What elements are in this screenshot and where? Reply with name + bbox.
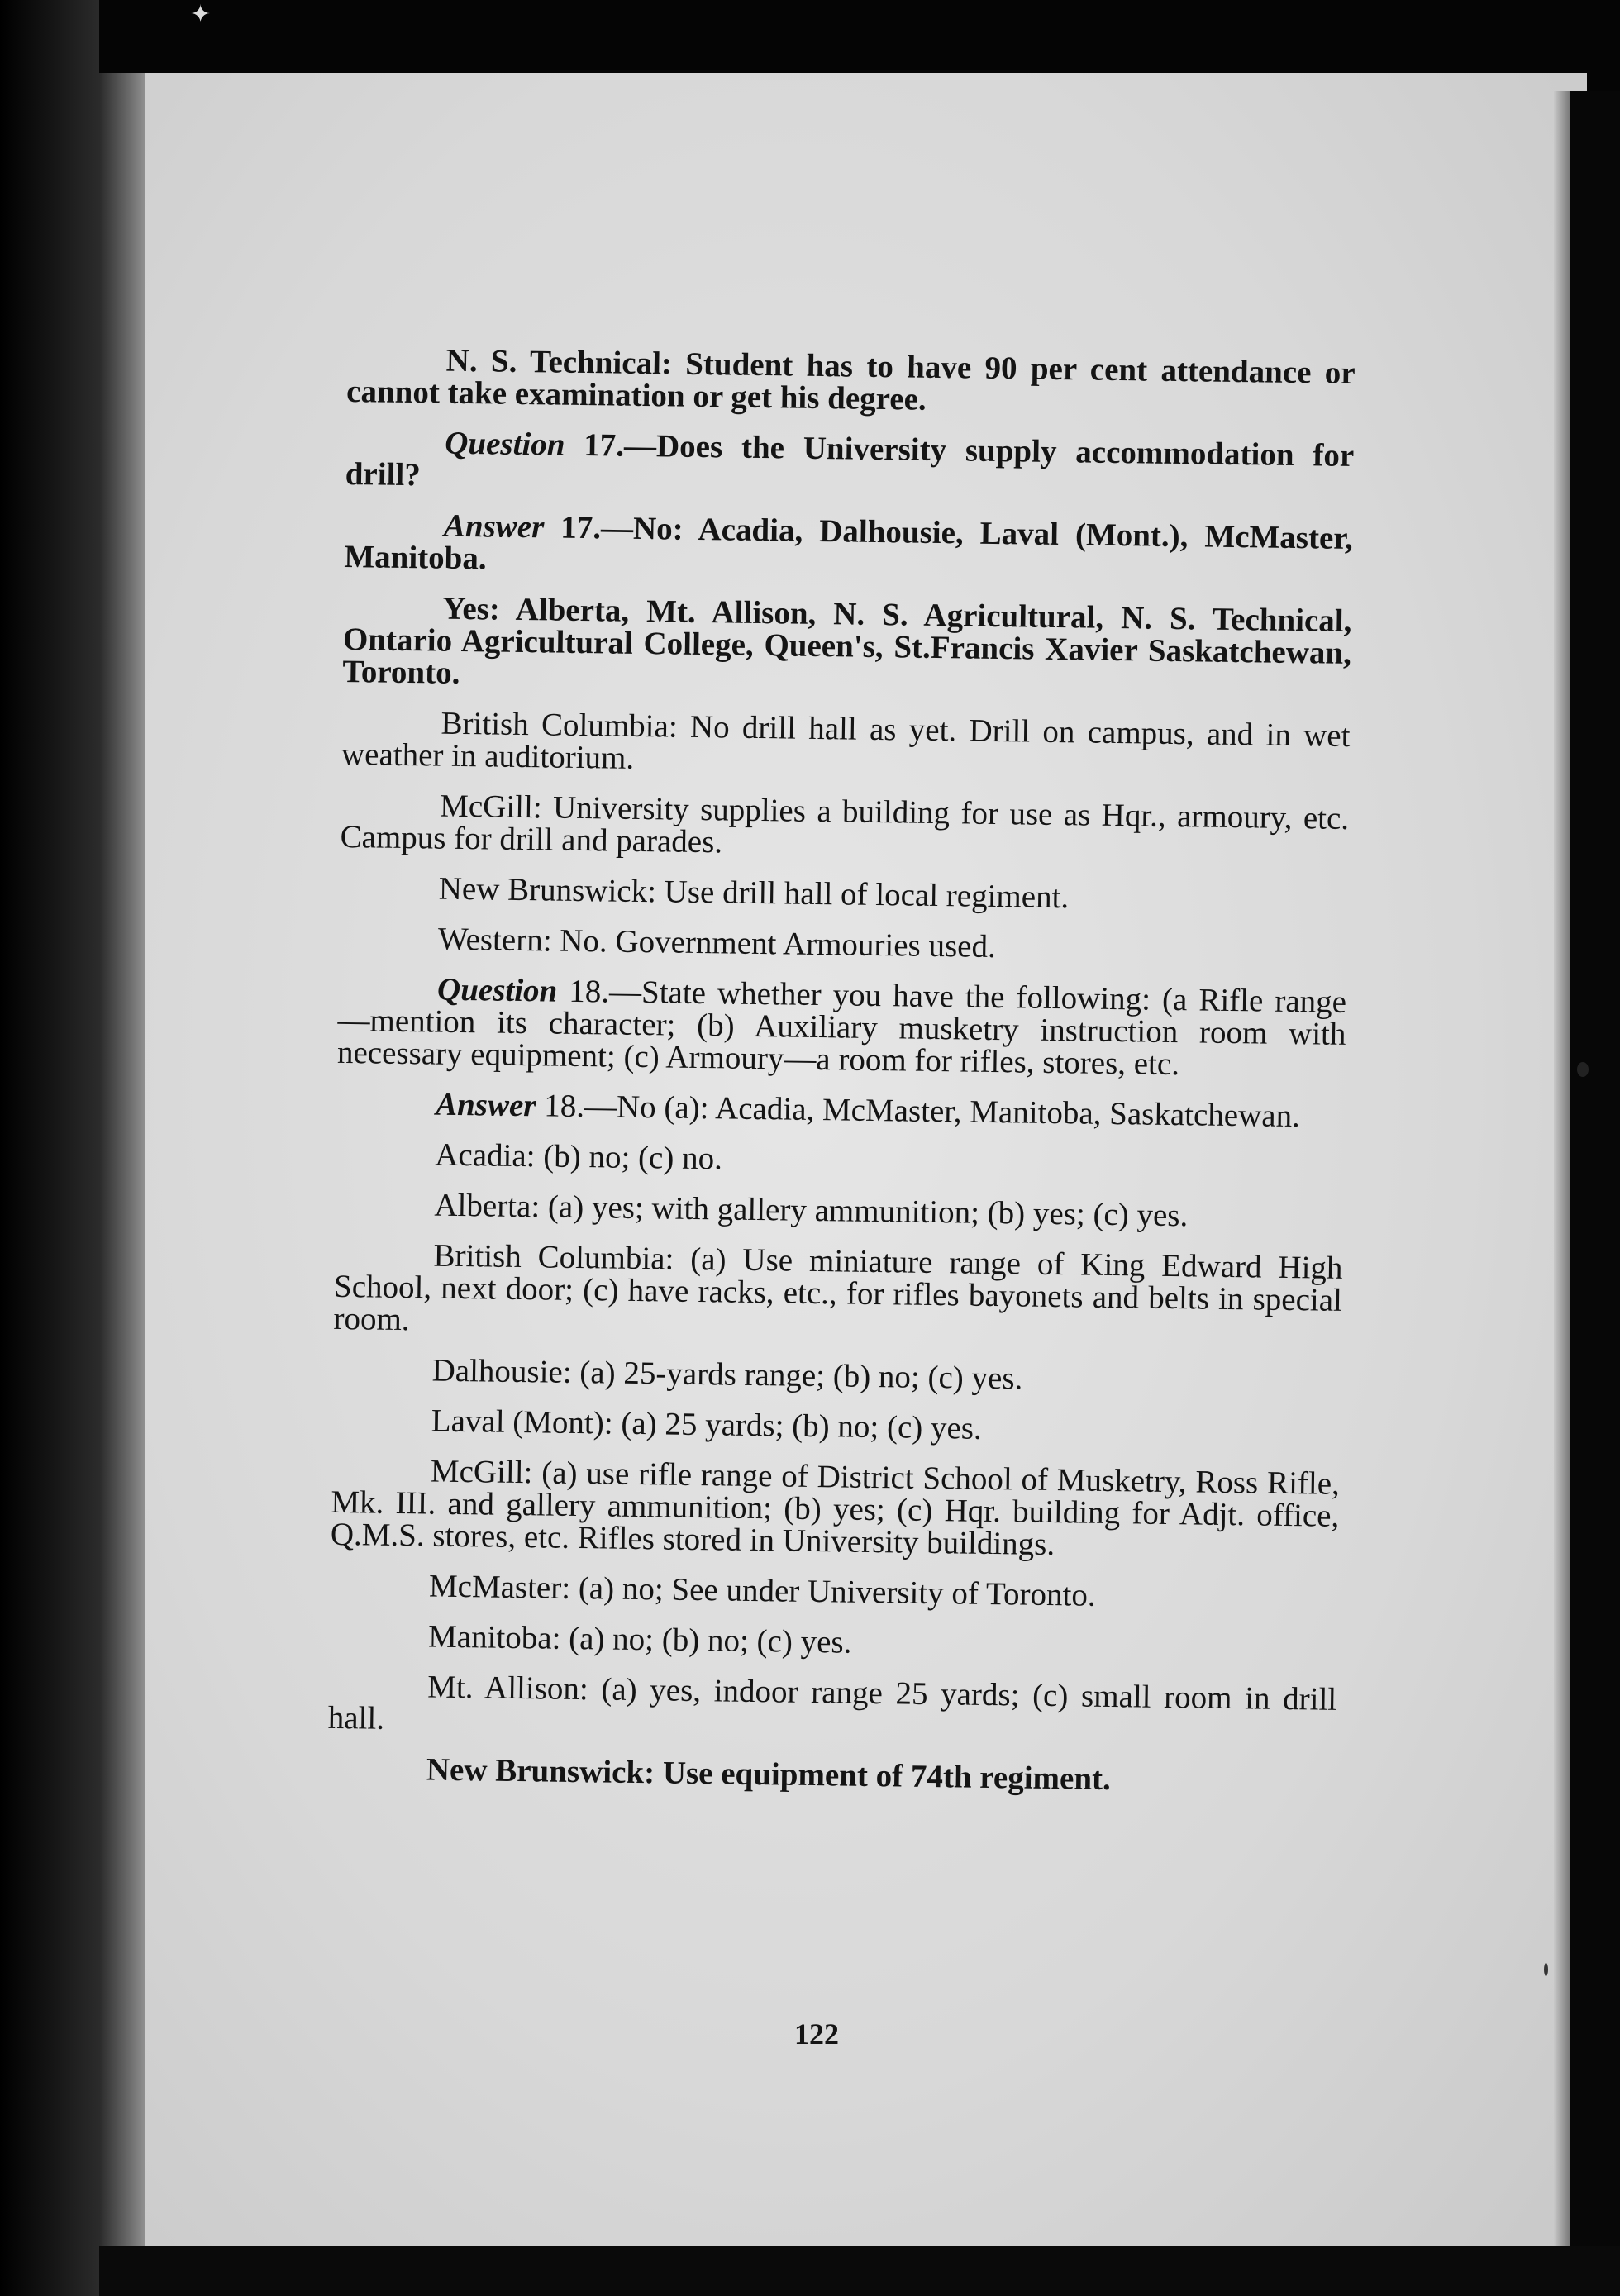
- film-border-right: [1570, 91, 1620, 2273]
- film-speck-icon: [1577, 1062, 1589, 1077]
- answer-text: 17.—No: Acadia, Dalhousie, Laval (Mont.), McMaster, Manitoba.: [344, 509, 1354, 577]
- paragraph-mcgill-18: McGill: (a) use rifle range of District School of Musketry, Ross Rifle, Mk. III. and gallery ammunition; (b) yes; (c) Hqr. building for Adjt. office, Q.M.S. stores, etc. Rifles stored in University buildings.: [330, 1453, 1341, 1563]
- page-right-edge: [1554, 91, 1572, 2273]
- paragraph-mt-allison-18: Mt. Allison: (a) yes, indoor range 25 yards; (c) small room in drill hall.: [327, 1669, 1337, 1736]
- page-text-body: [326, 343, 1356, 1817]
- paragraph-answer-17-yes: Yes: Alberta, Mt. Allison, N. S. Agricultural, N. S. Technical, Ontario Agricultural College, Queen's, St.Francis Xavier Saskatchewan, Toronto.: [342, 590, 1352, 691]
- paragraph-new-brunswick-17: New Brunswick: Use drill hall of local regiment.: [438, 870, 1070, 916]
- paragraph-acadia-18: Acadia: (b) no; (c) no.: [434, 1136, 723, 1177]
- paragraph-question-17: [345, 426, 1355, 504]
- paragraph-mcmaster-18: McMaster: (a) no; See under University of Toronto.: [428, 1568, 1096, 1613]
- paragraph-ns-technical: N. S. Technical: Student has to have 90 per cent attendance or cannot take examination or get his degree.: [345, 342, 1356, 417]
- question-text: 17.—Does the University supply accommodation for drill?: [345, 426, 1355, 493]
- paragraph-laval-18: Laval (Mont): (a) 25 yards; (b) no; (c) yes.: [431, 1403, 983, 1446]
- answer-label: Answer: [435, 1086, 536, 1124]
- film-speck-icon: ✦: [190, 1, 212, 28]
- page-shadow: [99, 73, 149, 2271]
- paragraph-new-brunswick-18: New Brunswick: Use equipment of 74th regiment.: [426, 1751, 1112, 1798]
- answer-label: Answer: [443, 507, 545, 545]
- paragraph-manitoba-18: Manitoba: (a) no; (b) no; (c) yes.: [427, 1618, 852, 1660]
- paragraph-western-17: Western: No. Government Armouries used.: [437, 921, 997, 965]
- paragraph-answer-18: [336, 1087, 1345, 1133]
- paragraph-british-columbia-17: British Columbia: No drill hall as yet. Drill on campus, and in wet weather in auditorium.: [341, 705, 1351, 776]
- answer-text: 18.—No (a): Acadia, McMaster, Manitoba, Saskatchewan.: [536, 1088, 1301, 1135]
- page-number: 122: [794, 2017, 839, 2051]
- paragraph-alberta-18: Alberta: (a) yes; with gallery ammunition; (b) yes; (c) yes.: [434, 1187, 1189, 1234]
- film-speck-icon: [1544, 1963, 1548, 1976]
- paragraph-answer-17: [344, 508, 1353, 587]
- question-label: Question: [445, 425, 565, 463]
- paragraph-dalhousie-18: Dalhousie: (a) 25-yards range; (b) no; (c) yes.: [431, 1352, 1023, 1397]
- paragraph-question-18: [337, 972, 1347, 1083]
- paragraph-mcgill-17: McGill: University supplies a building for use as Hqr., armoury, etc. Campus for drill and parades.: [340, 788, 1350, 860]
- paragraph-british-columbia-18: British Columbia: (a) Use miniature range of King Edward High School, next door; (c) have racks, etc., for rifles bayonets and belts in special room.: [333, 1237, 1343, 1338]
- film-border-left: [0, 0, 99, 2296]
- film-border-bottom: [99, 2246, 1620, 2296]
- question-label: Question: [436, 971, 558, 1009]
- question-text: 18.—State whether you have the following: (a Rifle range—mention its character; (b) Auxiliary musketry instruction room with necessary equipment; (c) Armoury—a room for rifles, stores, etc.: [336, 973, 1347, 1083]
